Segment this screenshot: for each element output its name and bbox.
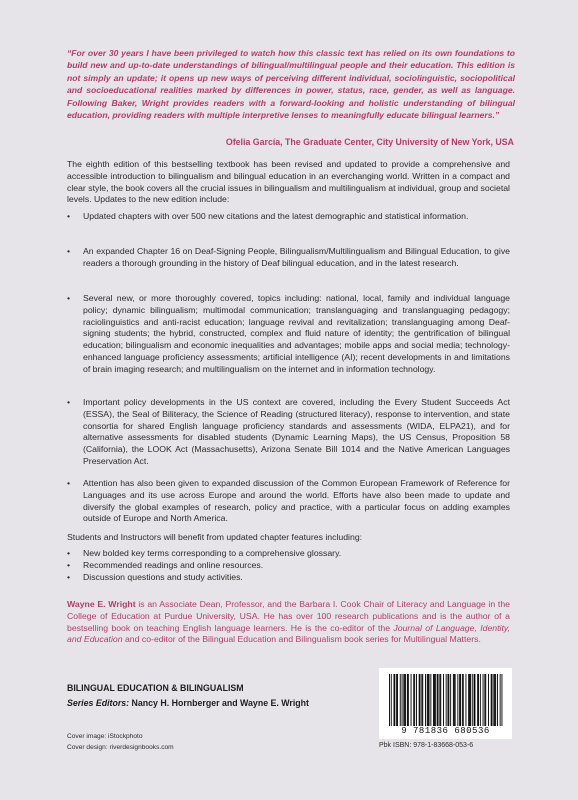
barcode-bar <box>407 674 408 726</box>
intro-paragraph: The eighth edition of this bestselling textbook has been revised and updated to provide a comprehensive and accessible introduction to bilingualism and bilingual education in an everchanging world. Written in a compact and clear style, the book covers all the crucial issues in bilingualism and multilingualism at individual, group and societal levels. Updates to the new edition include: <box>67 159 510 205</box>
barcode-bar <box>394 674 395 726</box>
barcode-bar <box>414 674 415 726</box>
updates-list-3 <box>67 293 510 376</box>
barcode-bar <box>394 674 395 726</box>
barcode-bar <box>428 674 429 726</box>
author-bio-text-1: is an Associate Dean, Professor, and the Barbara I. Cook Chair of Literacy and Language in the College of Education at Purdue University, USA. He has over 100 research publications and is the author of a bestselling book on teaching English language learners. He is the co-editor of the <box>67 599 510 633</box>
barcode-bar <box>477 674 478 726</box>
cover-image-credit: Cover image: iStockphoto <box>67 733 143 740</box>
list-item: • Updated chapters with over 500 new citations and the latest demographic and statistical information. <box>67 211 510 223</box>
barcode-bar <box>420 674 421 726</box>
series-title: BILINGUAL EDUCATION & BILINGUALISM <box>67 683 244 693</box>
updates-list-2 <box>67 246 510 270</box>
barcode-bar <box>457 674 458 726</box>
list-item: • Discussion questions and study activities. <box>67 572 510 584</box>
barcode-bar <box>493 674 494 726</box>
updates-list-4 <box>67 397 510 468</box>
author-name: Wayne E. Wright <box>67 599 136 609</box>
updates-list-1 <box>67 211 510 223</box>
barcode-bar <box>435 674 436 726</box>
barcode-bar <box>430 674 431 726</box>
author-bio <box>67 599 510 646</box>
barcode-bar <box>454 674 455 726</box>
barcode-bar <box>488 674 489 726</box>
barcode-bar <box>438 674 439 726</box>
features-list <box>67 548 510 583</box>
list-item: • Attention has also been given to expanded discussion of the Common European Framework of Reference for Languages and its use across Europe and around the world. Efforts have also been made to update and diversify the global examples of research, policy and practice, with a particular focus on adding examples outside of Europe and North America. <box>67 478 510 525</box>
barcode-bar <box>469 674 470 726</box>
barcode-bar <box>413 674 414 726</box>
series-editors-names: Nancy H. Hornberger and Wayne E. Wright <box>129 698 309 708</box>
barcode-bar <box>474 674 475 726</box>
barcode-digits: 9 781836 680536 <box>379 726 512 736</box>
barcode-bar <box>472 674 473 726</box>
barcode-bar <box>480 674 481 726</box>
list-item: • An expanded Chapter 16 on Deaf-Signing People, Bilingualism/Multilingualism and Bilingual Education, to give readers a thorough grounding in the history of Deaf bilingual education, and in the latest research. <box>67 246 510 270</box>
cover-design-credit: Cover design: riverdesignbooks.com <box>67 744 174 751</box>
series-editors <box>67 698 309 708</box>
students-intro: Students and Instructors will benefit from updated chapter features including: <box>67 532 363 542</box>
barcode-bar <box>463 674 464 726</box>
barcode-bar <box>468 674 469 726</box>
barcode-bar <box>419 674 420 726</box>
barcode-bar <box>446 674 447 726</box>
barcode-bar <box>416 674 417 726</box>
barcode-bar <box>421 674 422 726</box>
barcode-bar <box>459 674 460 726</box>
endorsement-attribution: Ofelia García, The Graduate Center, City University of New York, USA <box>225 137 514 147</box>
barcode-bar <box>402 674 403 726</box>
list-item: • Several new, or more thoroughly covered, topics including: national, local, family and individual language policy; dynamic bilingualism; multimodal communication; translanguaging and translanguaging pedagogy; raciolinguistics and anti-racist education; language revival and revitalization; translanguaging among Deaf-signing students; the hybrid, constructed, complex and fluid nature of identity; the gentrification of bilingual education; bilingualism and economic inequalities and advantages; mobile apps and social media; technology-enhanced language proficiency assessments; artificial intelligence (AI); recent developments in and limitations of brain imaging research; and multilingualism on the internet and in information technology. <box>67 293 510 376</box>
barcode-bar <box>400 674 401 726</box>
barcode-bar <box>483 674 484 726</box>
barcode-bar <box>397 674 398 726</box>
barcode-bar <box>434 674 435 726</box>
barcode-bar <box>440 674 441 726</box>
barcode-bars <box>379 668 512 728</box>
isbn: Pbk ISBN: 978-1-83668-053-6 <box>379 742 474 749</box>
list-item: • New bolded key terms corresponding to a comprehensive glossary. <box>67 548 510 560</box>
barcode-bar <box>485 674 486 726</box>
list-item: • Recommended readings and online resources. <box>67 560 510 572</box>
barcode-bar <box>500 674 501 726</box>
series-editors-label: Series Editors: <box>67 698 130 708</box>
barcode-bar <box>404 674 405 726</box>
barcode-bar <box>494 674 495 726</box>
barcode-bar <box>478 674 479 726</box>
barcode-bar <box>466 674 467 726</box>
barcode-bar <box>462 674 463 726</box>
barcode-bar <box>502 674 503 726</box>
barcode-bar <box>450 674 451 726</box>
barcode-bar <box>491 674 492 726</box>
list-item: • Important policy developments in the US context are covered, including the Every Student Succeeds Act (ESSA), the Seal of Biliteracy, the Science of Reading (structured literacy), response to intervention, and state consortia for shared English language proficiency standards and assessments (WIDA, ELPA21), and for alternative assessments for disabled students (Dynamic Learning Maps), the US Census, Proposition 58 (California), the LOOK Act (Massachusetts), Arizona Senate Bill 1014 and the Native American Languages Preservation Act. <box>67 397 510 468</box>
journal-title: Journal of Language, Identity, and Education <box>67 622 510 645</box>
barcode-bar <box>460 674 461 726</box>
barcode-bar <box>391 674 392 726</box>
barcode-bar <box>403 674 404 726</box>
barcode-bar <box>439 674 440 726</box>
updates-list-5 <box>67 478 510 525</box>
barcode-bar <box>422 674 423 726</box>
barcode-bar <box>433 674 434 726</box>
barcode-bar <box>411 674 412 726</box>
barcode-bar <box>429 674 430 726</box>
barcode-bar <box>497 674 498 726</box>
barcode-bar <box>408 674 409 726</box>
barcode-bar <box>405 674 406 726</box>
barcode-bar <box>389 674 390 726</box>
barcode-bar <box>448 674 449 726</box>
barcode-bar <box>437 674 438 726</box>
barcode-bar <box>470 674 471 726</box>
barcode-bar <box>396 674 397 726</box>
barcode-bar <box>455 674 456 726</box>
endorsement-quote: “For over 30 years I have been privileged to watch how this classic text has relied on its own foundations to build new and up-to-date understandings of bilingual/multilingual people and their education. This edition is not simply an update; it opens up new ways of perceiving different individual, sociolinguistic, sociopolitical and socioeducational realities marked by differences in power, status, race, gender, as well as language. Following Baker, Wright provides readers with a forward-looking and holistic understanding of bilingual education, providing readers with multiple interpretive lenses to meaningfully educate bilingual learners.” <box>67 48 515 121</box>
barcode-bar <box>425 674 426 726</box>
barcode-bar <box>443 674 444 726</box>
barcode-bar <box>475 674 476 726</box>
author-bio-text-2: and co-editor of the Bilingual Education and Bilingualism book series for Multilingual Matters. <box>122 634 481 645</box>
barcode-bar <box>448 674 449 726</box>
barcode-bar <box>484 674 485 726</box>
barcode-bar <box>492 674 493 726</box>
barcode-bar <box>427 674 428 726</box>
barcode-bar <box>495 674 496 726</box>
barcode-bar <box>453 674 454 726</box>
